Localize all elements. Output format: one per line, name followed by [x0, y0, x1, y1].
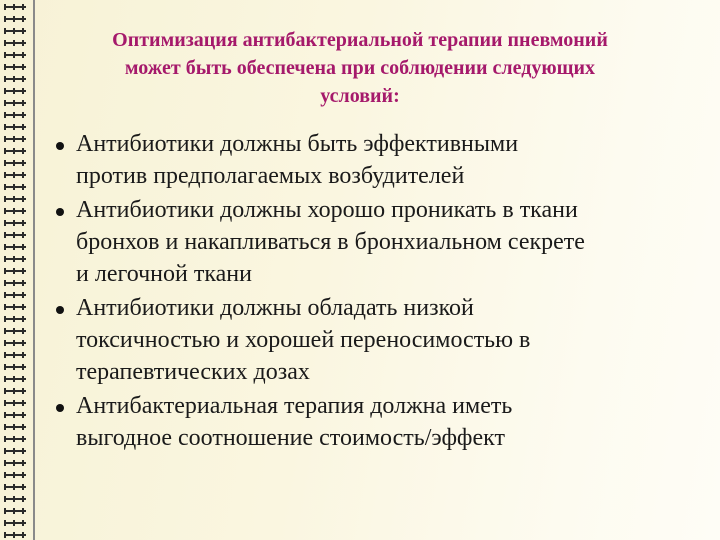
notebook-binding-icon — [4, 28, 26, 34]
notebook-binding-icon — [4, 208, 26, 214]
notebook-binding-icon — [4, 136, 26, 142]
notebook-binding-icon — [4, 76, 26, 82]
bullet-dot-icon — [56, 306, 64, 314]
notebook-binding-icon — [4, 316, 26, 322]
bullet-line: Антибиотики должны быть эффективными — [76, 131, 519, 157]
notebook-binding-icon — [4, 100, 26, 106]
notebook-binding-icon — [4, 4, 26, 10]
notebook-binding-icon — [4, 388, 26, 394]
notebook-binding — [0, 0, 30, 540]
bullet-line: бронхов и накапливаться в бронхиальном секрете — [76, 229, 585, 255]
notebook-binding-icon — [4, 364, 26, 370]
slide-title-line: условий: — [320, 85, 400, 107]
bullet-line: против предполагаемых возбудителей — [76, 163, 465, 189]
bullet-dot-icon — [56, 142, 64, 150]
notebook-binding-icon — [4, 196, 26, 202]
notebook-binding-icon — [4, 52, 26, 58]
bullet-item — [50, 292, 690, 388]
slide-title-line: может быть обеспечена при соблюдении следующих — [124, 57, 596, 79]
notebook-binding-icon — [4, 424, 26, 430]
notebook-binding-icon — [4, 244, 26, 250]
notebook-binding-icon — [4, 496, 26, 502]
notebook-binding-icon — [4, 292, 26, 298]
notebook-binding-icon — [4, 376, 26, 382]
notebook-binding-icon — [4, 124, 26, 130]
notebook-binding-icon — [4, 400, 26, 406]
notebook-binding-icon — [4, 448, 26, 454]
notebook-binding-icon — [4, 508, 26, 514]
notebook-binding-icon — [4, 16, 26, 22]
notebook-binding-icon — [4, 484, 26, 490]
notebook-binding-icon — [4, 232, 26, 238]
notebook-binding-icon — [4, 160, 26, 166]
notebook-binding-icon — [4, 64, 26, 70]
notebook-binding-icon — [4, 112, 26, 118]
bullet-line: токсичностью и хорошей переносимостью в — [76, 327, 531, 353]
bullet-list — [50, 128, 690, 456]
bullet-line: выгодное соотношение стоимость/эффект — [76, 425, 505, 451]
notebook-binding-icon — [4, 256, 26, 262]
notebook-binding-icon — [4, 280, 26, 286]
notebook-binding-icon — [4, 412, 26, 418]
bullet-item — [50, 390, 690, 454]
notebook-binding-icon — [4, 40, 26, 46]
margin-line — [33, 0, 35, 540]
notebook-binding-icon — [4, 220, 26, 226]
notebook-binding-icon — [4, 88, 26, 94]
notebook-binding-icon — [4, 268, 26, 274]
notebook-binding-icon — [4, 184, 26, 190]
notebook-binding-icon — [4, 148, 26, 154]
bullet-dot-icon — [56, 404, 64, 412]
bullet-line: терапевтических дозах — [76, 359, 310, 385]
slide-title-line: Оптимизация антибактериальной терапии пневмоний — [112, 29, 608, 51]
slide-title — [60, 26, 660, 110]
notebook-binding-icon — [4, 472, 26, 478]
notebook-binding-icon — [4, 352, 26, 358]
notebook-binding-icon — [4, 328, 26, 334]
bullet-line: и легочной ткани — [76, 261, 252, 287]
notebook-binding-icon — [4, 460, 26, 466]
bullet-dot-icon — [56, 208, 64, 216]
bullet-item — [50, 128, 690, 192]
bullet-line: Антибиотики должны обладать низкой — [76, 295, 474, 321]
notebook-binding-icon — [4, 532, 26, 538]
notebook-binding-icon — [4, 172, 26, 178]
notebook-binding-icon — [4, 436, 26, 442]
bullet-item — [50, 194, 690, 290]
notebook-binding-icon — [4, 304, 26, 310]
bullet-line: Антибиотики должны хорошо проникать в ткани — [76, 197, 578, 223]
bullet-line: Антибактериальная терапия должна иметь — [76, 393, 513, 419]
notebook-binding-icon — [4, 520, 26, 526]
notebook-binding-icon — [4, 340, 26, 346]
